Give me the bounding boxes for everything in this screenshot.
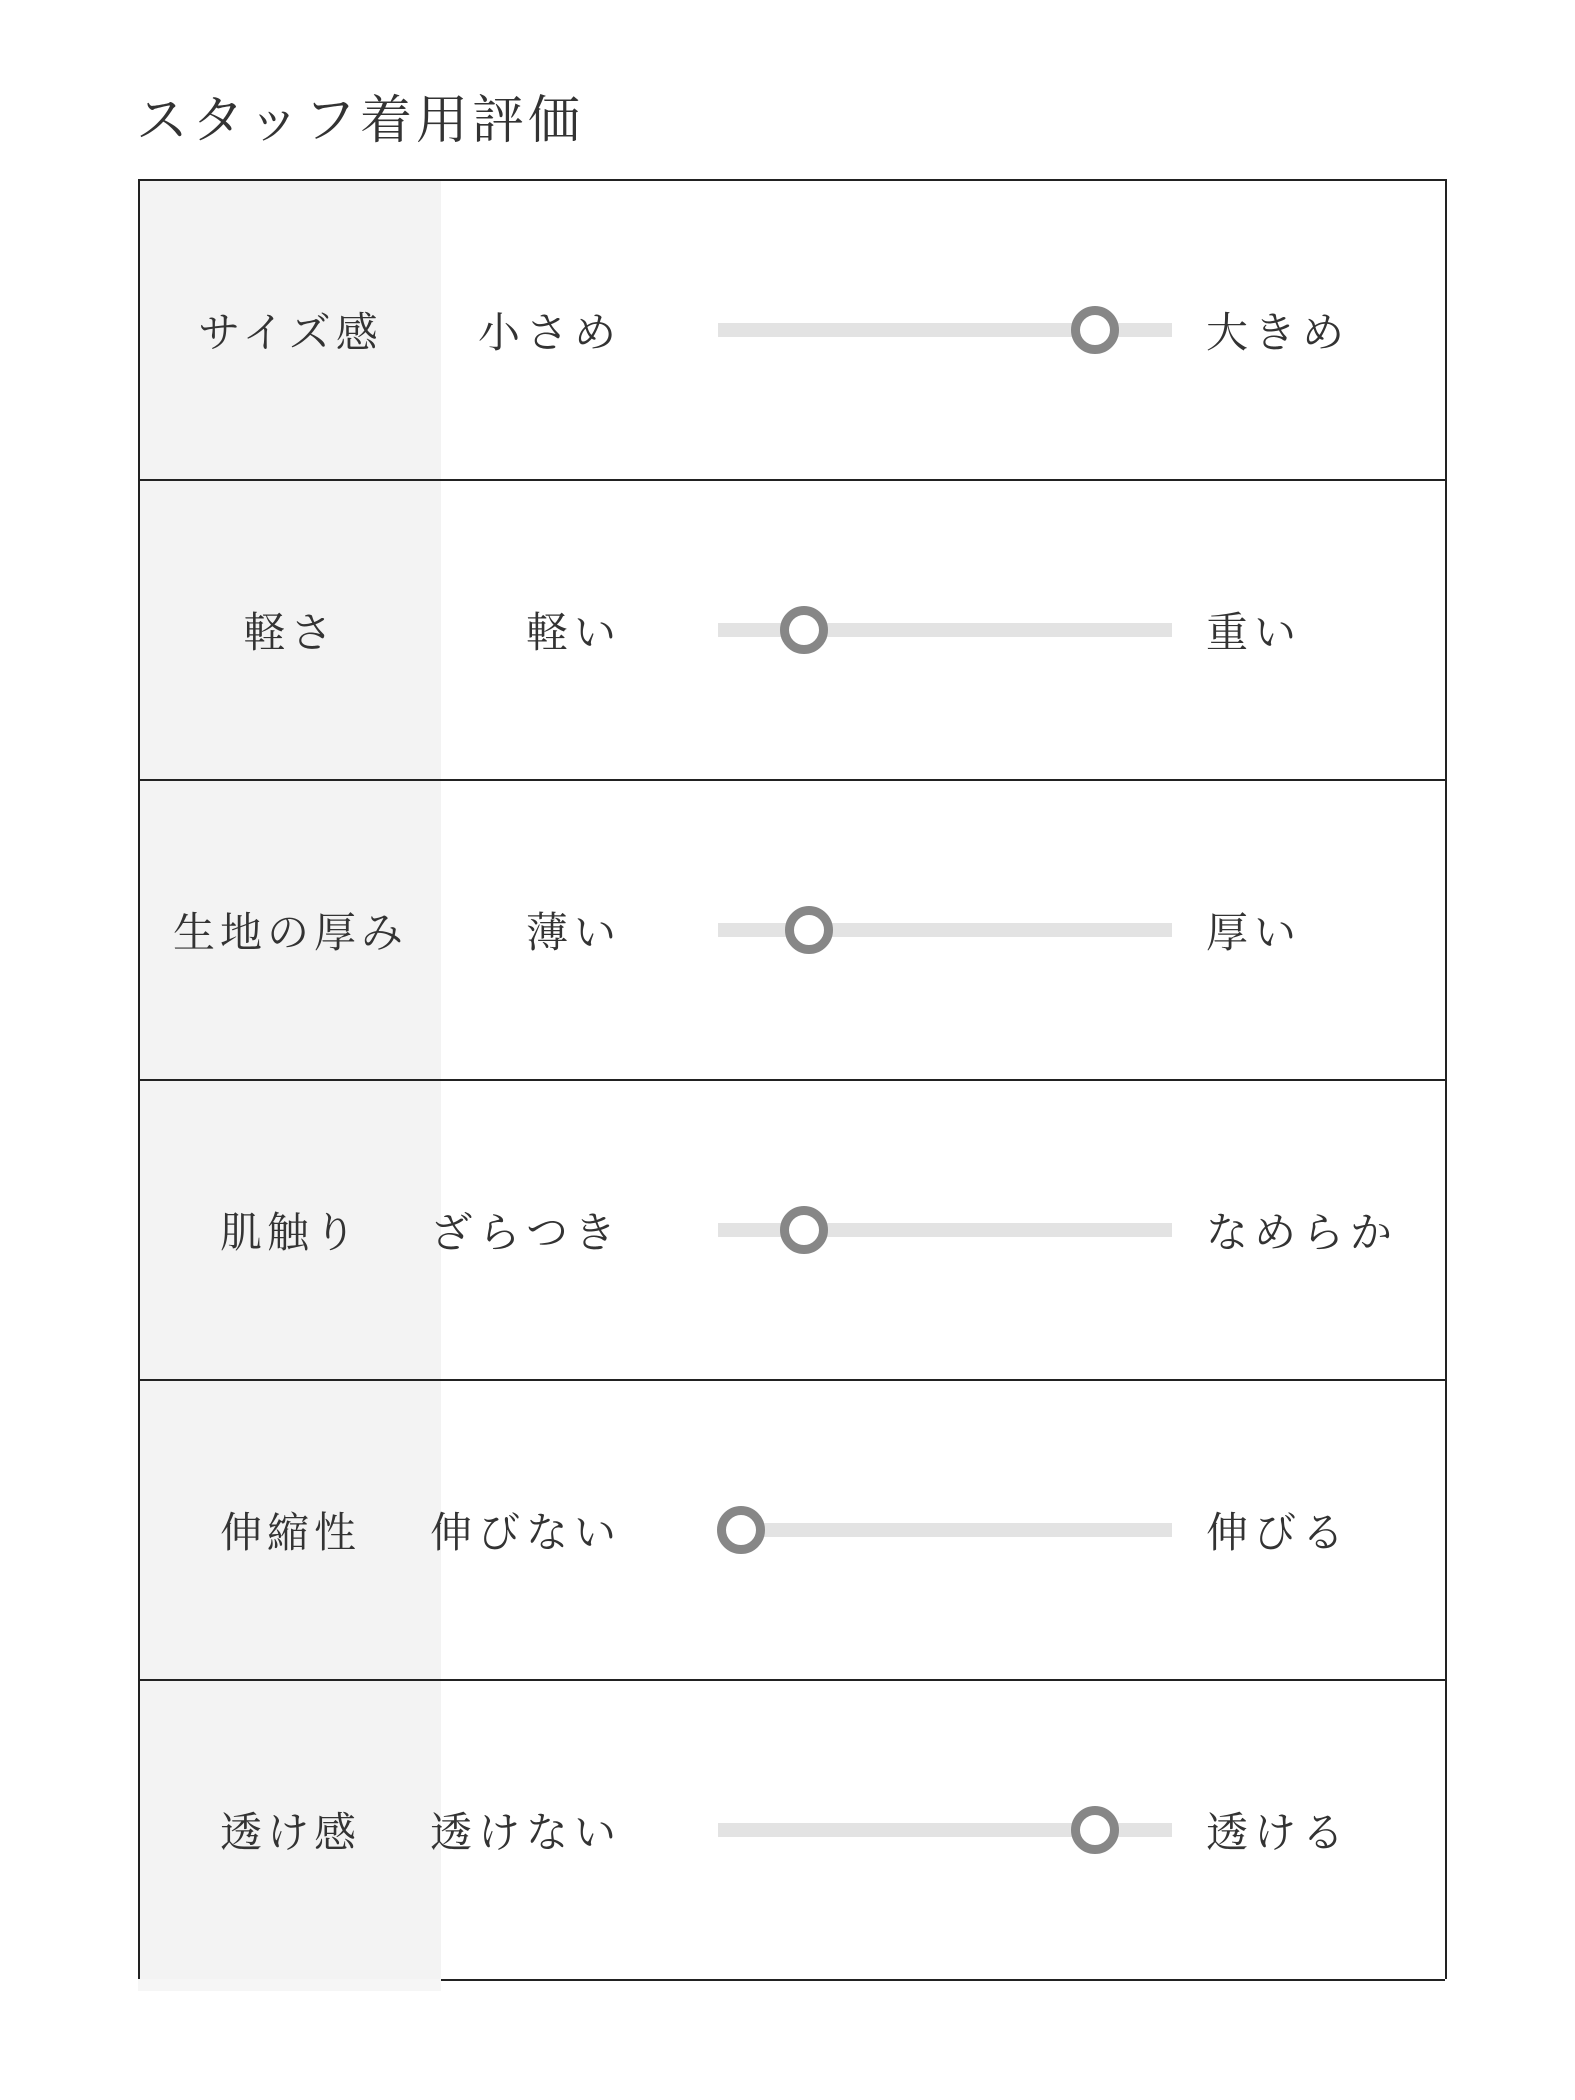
rating-slider-lightness bbox=[718, 623, 1172, 637]
rating-slider-handle-lightness bbox=[780, 606, 828, 654]
rating-label-texture: 肌触り bbox=[140, 1081, 441, 1379]
rating-row-lightness bbox=[140, 481, 1445, 781]
rating-slider-handle-texture bbox=[780, 1206, 828, 1254]
rating-slider-handle-sheerness bbox=[1071, 1806, 1119, 1854]
rating-min-label-size: 小さめ bbox=[477, 308, 622, 357]
rating-min-label-texture: ざらつき bbox=[430, 1208, 622, 1257]
staff-rating-table bbox=[138, 179, 1447, 1979]
rating-row-sheerness bbox=[140, 1681, 1445, 1981]
rating-min-label-thickness: 薄い bbox=[525, 908, 622, 957]
rating-min-label-stretch: 伸びない bbox=[429, 1508, 622, 1557]
rating-max-label-thickness: 厚い bbox=[1206, 908, 1303, 957]
rating-row-thickness bbox=[140, 781, 1445, 1081]
rating-slider-handle-stretch bbox=[717, 1506, 765, 1554]
rating-label-size: サイズ感 bbox=[140, 181, 441, 479]
rating-slider-thickness bbox=[718, 923, 1172, 937]
rating-label-stretch: 伸縮性 bbox=[140, 1381, 441, 1679]
rating-slider-size bbox=[718, 323, 1172, 337]
rating-label-lightness: 軽さ bbox=[140, 481, 441, 779]
rating-slider-stretch bbox=[718, 1523, 1172, 1537]
rating-max-label-stretch: 伸びる bbox=[1206, 1508, 1351, 1557]
rating-max-label-sheerness: 透ける bbox=[1206, 1808, 1351, 1857]
rating-label-sheerness: 透け感 bbox=[140, 1681, 441, 1979]
rating-min-label-sheerness: 透けない bbox=[429, 1808, 622, 1857]
page-title: スタッフ着用評価 bbox=[136, 91, 585, 151]
rating-slider-sheerness bbox=[718, 1823, 1172, 1837]
rating-slider-handle-thickness bbox=[785, 906, 833, 954]
rating-min-label-lightness: 軽い bbox=[525, 608, 622, 657]
rating-row-texture bbox=[140, 1081, 1445, 1381]
rating-row-stretch bbox=[140, 1381, 1445, 1681]
rating-max-label-lightness: 重い bbox=[1206, 608, 1303, 657]
label-column-shadow bbox=[138, 1979, 441, 1991]
rating-label-thickness: 生地の厚み bbox=[140, 781, 441, 1079]
rating-slider-handle-size bbox=[1071, 306, 1119, 354]
rating-max-label-texture: なめらか bbox=[1206, 1208, 1399, 1257]
rating-row-size bbox=[140, 181, 1445, 481]
rating-slider-texture bbox=[718, 1223, 1172, 1237]
rating-max-label-size: 大きめ bbox=[1206, 308, 1351, 357]
